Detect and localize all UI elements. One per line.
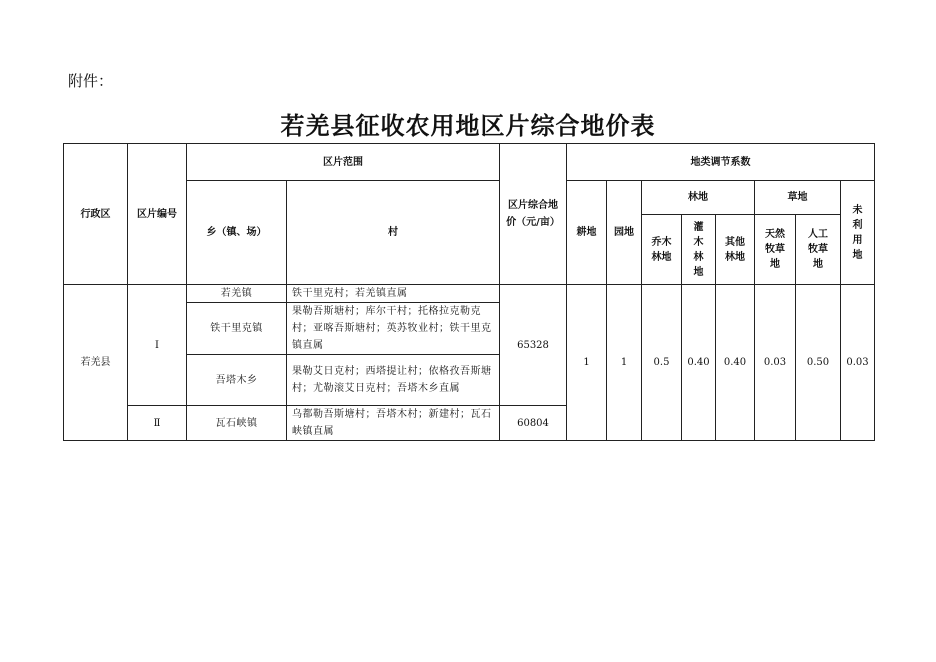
header-farmland: 耕地 [567, 181, 607, 285]
page-title: 若羌县征收农用地区片综合地价表 [280, 111, 656, 140]
header-price: 区片综合地价（元/亩） [500, 144, 567, 285]
coef-garden: 1 [607, 285, 642, 441]
header-zone-range: 区片范围 [187, 144, 500, 181]
header-other-forest: 其他林地 [716, 215, 755, 285]
header-township: 乡（镇、场） [187, 181, 287, 285]
header-garden: 园地 [607, 181, 642, 285]
coef-natural-grass: 0.03 [755, 285, 796, 441]
header-zone-no: 区片编号 [128, 144, 187, 285]
village-cell: 乌都勒吾斯塘村；吾塔木村；新建村；瓦石峡镇直属 [287, 406, 500, 441]
coef-shrub: 0.40 [682, 285, 716, 441]
attachment-label: 附件： [68, 72, 114, 90]
village-cell: 果勒艾日克村；西塔提让村；依格孜吾斯塘村；尤勒滚艾日克村；吾塔木乡直属 [287, 355, 500, 406]
coef-artificial-grass: 0.50 [796, 285, 841, 441]
admin-cell: 若羌县 [64, 285, 128, 441]
header-artificial-grass: 人工牧草地 [796, 215, 841, 285]
township-cell: 吾塔木乡 [187, 355, 287, 406]
township-cell: 铁干里克镇 [187, 303, 287, 355]
header-natural-grass: 天然牧草地 [755, 215, 796, 285]
land-price-table [63, 143, 875, 441]
header-arbor: 乔木林地 [642, 215, 682, 285]
village-cell: 果勒吾斯塘村；库尔干村；托格拉克勒克村；亚喀吾斯塘村；英苏牧业村；铁干里克镇直属 [287, 303, 500, 355]
coef-arbor: 0.5 [642, 285, 682, 441]
zone1-price: 65328 [500, 285, 567, 406]
header-shrub: 灌木林地 [682, 215, 716, 285]
header-unused: 未利用地 [841, 181, 875, 285]
header-adjust: 地类调节系数 [567, 144, 875, 181]
header-admin: 行政区 [64, 144, 128, 285]
coef-unused: 0.03 [841, 285, 875, 441]
header-grass: 草地 [755, 181, 841, 215]
header-village: 村 [287, 181, 500, 285]
township-cell: 若羌镇 [187, 285, 287, 303]
zone2-no: Ⅱ [128, 406, 187, 441]
zone2-price: 60804 [500, 406, 567, 441]
coef-farmland: 1 [567, 285, 607, 441]
township-cell: 瓦石峡镇 [187, 406, 287, 441]
header-forest: 林地 [642, 181, 755, 215]
village-cell: 铁干里克村；若羌镇直属 [287, 285, 500, 303]
coef-other-forest: 0.40 [716, 285, 755, 441]
zone1-no: Ⅰ [128, 285, 187, 406]
